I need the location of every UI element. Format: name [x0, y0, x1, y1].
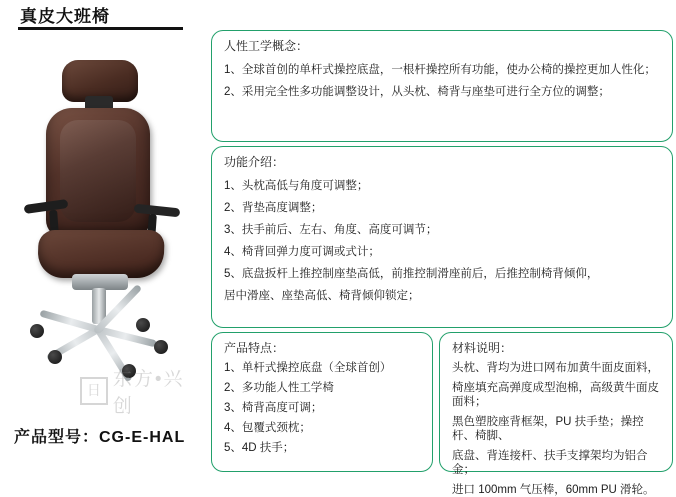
chair-caster [136, 318, 150, 332]
chair-seat [37, 230, 165, 278]
panel-functions-line: 1、头枕高低与角度可调整； [224, 180, 369, 192]
panel-materials-heading: 材料说明： [452, 341, 513, 355]
panel-ergonomics-heading: 人性工学概念： [224, 39, 309, 53]
panel-materials [439, 332, 673, 496]
panel-ergonomics [211, 30, 673, 142]
panel-materials-line: 进口 100mm 气压棒，60mm PU 滑轮。 [452, 484, 655, 496]
page-title-text: 真皮大班椅 [20, 7, 110, 26]
chair-caster [48, 350, 62, 364]
watermark-mark: 日 [80, 377, 108, 405]
product-model-number: 产品型号：CG-E-HAL [14, 429, 186, 446]
chair-illustration [0, 34, 205, 394]
watermark-text: 东方•兴创 [112, 369, 185, 417]
chair-caster [154, 340, 168, 354]
page-title [18, 6, 183, 30]
panel-features-line: 3、椅背高度可调； [224, 402, 323, 414]
panel-features-heading: 产品特点： [224, 341, 285, 355]
product-photo [0, 34, 205, 434]
panel-features-line: 2、多功能人性工学椅 [224, 382, 334, 394]
panel-functions [211, 146, 673, 328]
panel-ergonomics-line: 2、采用完全性多功能调整设计，从头枕、椅背与座垫可进行全方位的调整； [224, 86, 610, 98]
panel-functions-line: 5、底盘扳杆上推控制座垫高低，前推控制滑座前后，后推控制椅背倾仰， [224, 268, 599, 280]
panel-ergonomics-line: 1、全球首创的单杆式操控底盘，一根杆操控所有功能，使办公椅的操控更加人性化； [224, 64, 656, 76]
panel-functions-line: 4、椅背回弹力度可调或式计； [224, 246, 380, 258]
chair-base [26, 320, 174, 364]
chair-backrest [46, 108, 150, 238]
panel-features-line: 1、单杆式操控底盘（全球首创） [224, 362, 392, 374]
chair-caster [30, 324, 44, 338]
panel-materials-line: 椅座填充高弹度成型泡棉，高级黄牛面皮面料； [452, 382, 659, 408]
panel-materials-line: 黑色塑胶座背框架，PU 扶手垫；操控杆、椅脚、 [452, 416, 644, 442]
panel-functions-line: 3、扶手前后、左右、角度、高度可调节； [224, 224, 438, 236]
panel-materials-line: 底盘、背连接杆、扶手支撑架均为铝合金； [452, 450, 648, 476]
panel-materials-line: 头枕、背均为进口网布加黄牛面皮面料， [452, 362, 659, 374]
panel-functions-line: 2、背垫高度调整； [224, 202, 323, 214]
panel-features-line: 4、包覆式颈枕； [224, 422, 311, 434]
watermark-logo [80, 364, 205, 418]
panel-functions-line: 居中滑座、座垫高低、椅背倾仰锁定； [224, 290, 420, 302]
panel-functions-heading: 功能介绍： [224, 155, 285, 169]
panel-features-line: 5、4D 扶手； [224, 442, 295, 454]
panel-features [211, 332, 433, 472]
